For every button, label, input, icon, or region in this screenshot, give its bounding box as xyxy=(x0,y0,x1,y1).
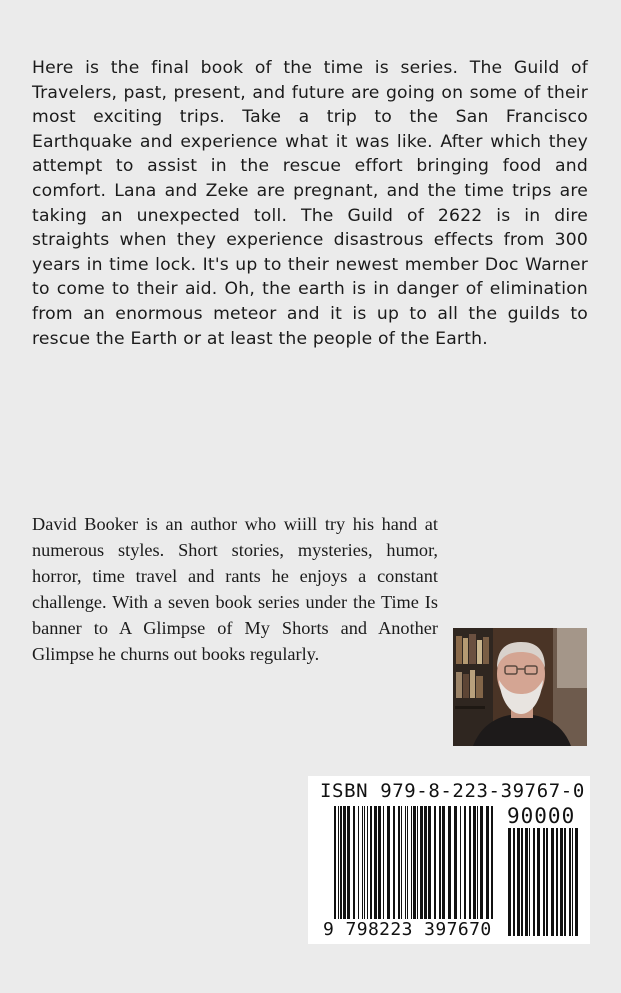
author-photo xyxy=(453,628,587,746)
barcode-bar xyxy=(428,806,431,936)
barcode-bar xyxy=(564,828,566,936)
barcode-bar xyxy=(405,806,406,936)
barcode-bar xyxy=(560,828,563,936)
barcode-bar xyxy=(543,828,545,936)
barcode-bar xyxy=(411,806,412,936)
isbn-barcode xyxy=(308,776,590,944)
barcode-bar xyxy=(572,828,573,936)
barcode-bar xyxy=(374,806,377,936)
barcode-bar xyxy=(378,806,381,936)
barcode-addon-number: 90000 xyxy=(507,804,576,828)
barcode-bar xyxy=(413,806,416,936)
barcode-bar xyxy=(393,806,395,936)
barcode-bar xyxy=(338,806,339,936)
isbn-label: ISBN 979-8-223-39767-0 xyxy=(320,780,585,802)
barcode-bar xyxy=(464,806,466,936)
barcode-bar xyxy=(448,806,451,936)
barcode-bar xyxy=(486,806,489,936)
barcode-bar xyxy=(424,806,427,936)
barcode-bar xyxy=(387,806,390,936)
barcode-bar xyxy=(460,806,461,936)
barcode-bar xyxy=(480,806,483,936)
barcode-bar xyxy=(575,828,578,936)
barcode-bar xyxy=(420,806,423,936)
barcode-bar xyxy=(370,806,372,936)
barcode-bar xyxy=(407,806,408,936)
barcode-bar xyxy=(473,806,476,936)
book-description: Here is the final book of the time is series. The Guild of Travelers, past, present, and future are going on some of their most exciting trips. Take a trip to the San Francisco Earthquake and experience what it was like. After which they attempt to assist in the rescue effort bringing food and comfort. Lana and Zeke are pregnant, and the time trips are taking an unexpected toll. The Guild of 2622 is in dire straights when they experience disastrous effects from 300 years in time lock. It's up to their newest member Doc Warner to come to their aid. Oh, the earth is in danger of elimination from an enormous meteor and it is up to all the guilds to rescue the Earth or at least the people of the Earth. xyxy=(32,58,588,349)
barcode-bar xyxy=(521,828,523,936)
barcode-bar xyxy=(343,806,346,936)
barcode-bar xyxy=(398,806,400,936)
author-bio: David Booker is an author who wiill try his hand at numerous styles. Short stories, mysteries, humor, horror, time travel and rants he enjoys a constant challenge. With a seven book series under the Time Is banner to A Glimpse of My Shorts and Another Glimpse he churns out books regularly. xyxy=(32,514,438,664)
barcode-bar xyxy=(439,806,441,936)
barcode-bar xyxy=(525,828,528,936)
barcode-bar xyxy=(434,806,436,936)
barcode-bar xyxy=(469,806,471,936)
barcode-bar xyxy=(362,806,363,936)
barcode-bar xyxy=(401,806,402,936)
barcode-bar xyxy=(367,806,368,936)
barcode-bar xyxy=(442,806,445,936)
barcode-bar xyxy=(556,828,558,936)
barcode-digits: 9 798223 397670 xyxy=(323,919,492,940)
barcode-bar xyxy=(529,828,530,936)
barcode-bar xyxy=(358,806,359,936)
barcode-bar xyxy=(491,806,493,936)
barcode-bar xyxy=(347,806,350,936)
barcode-bar xyxy=(533,828,535,936)
barcode-bar xyxy=(454,806,457,936)
barcode-bar xyxy=(508,828,511,936)
barcode-bar xyxy=(569,828,571,936)
barcode-bar xyxy=(340,806,342,936)
barcode-bar xyxy=(334,806,336,936)
barcode-bar xyxy=(546,828,548,936)
barcode-bar xyxy=(517,828,520,936)
barcode-bar xyxy=(417,806,418,936)
barcode-bar xyxy=(353,806,355,936)
barcode-bar xyxy=(551,828,554,936)
barcode-bar xyxy=(364,806,365,936)
barcode-bar xyxy=(537,828,540,936)
barcode-bar xyxy=(477,806,478,936)
barcode-bar xyxy=(513,828,515,936)
barcode-bar xyxy=(383,806,384,936)
